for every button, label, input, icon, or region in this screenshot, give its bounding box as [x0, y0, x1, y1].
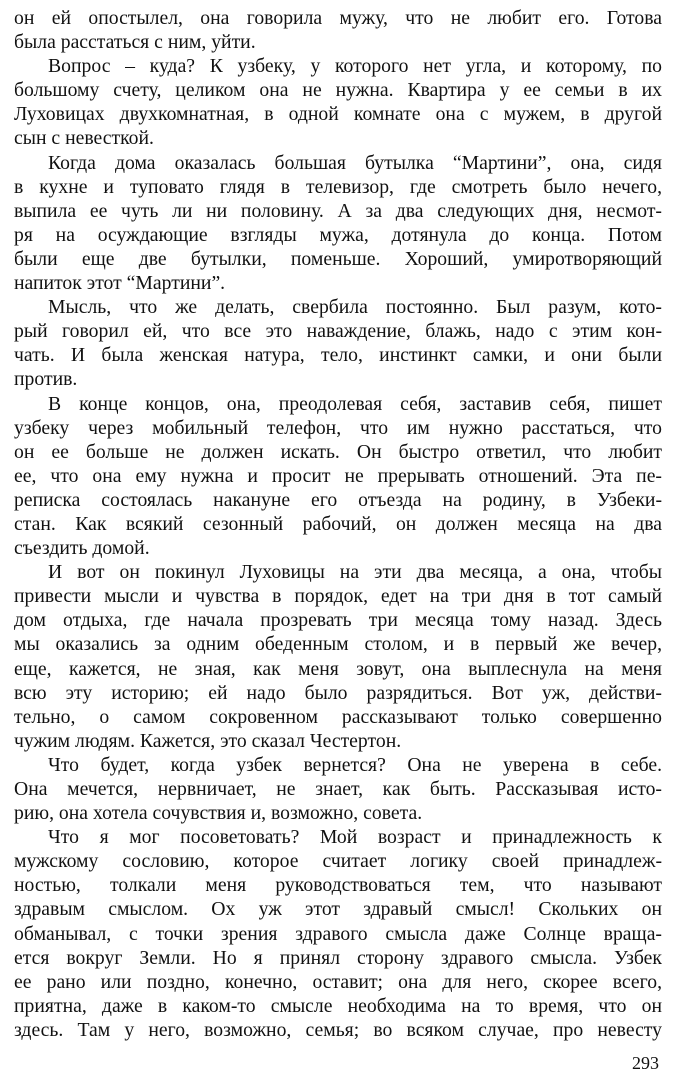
text-line: здравым смыслом. Ох уж этот здравый смысл! Скольких он — [14, 898, 662, 921]
text-line: Что я мог посоветовать? Мой возраст и принадлежность к — [48, 826, 662, 849]
text-line: реписка состоялась накануне его отъезда на родину, в Узбеки- — [14, 488, 662, 511]
text-line: мы оказались за одним обеденным столом, и в первый же вечер, — [14, 633, 662, 656]
text-line: ностью, толкали меня руководствоваться тем, что называют — [14, 874, 662, 897]
text-line: В конце концов, она, преодолевая себя, заставив себя, пишет — [48, 392, 662, 415]
text-line: выпила ее чуть ли ни половину. А за два следующих дня, несмот- — [14, 199, 662, 222]
text-line: дом отдыха, где начала прозревать три месяца тому назад. Здесь — [14, 609, 662, 632]
paragraph — [14, 6, 662, 54]
text-line: Луховицах двухкомнатная, в одной комнате она с мужем, в другой — [14, 103, 662, 126]
text-line: Мысль, что же делать, свербила постоянно. Был разум, кото- — [48, 296, 662, 319]
text-line: тельно, о самом сокровенном рассказывают только совершенно — [14, 705, 662, 728]
paragraph — [14, 392, 662, 561]
text-line: напиток этот “Мартини”. — [14, 272, 226, 295]
text-line: в кухне и туповато глядя в телевизор, где смотреть было нечего, — [14, 175, 662, 198]
text-line: здесь. Там у него, возможно, семья; во всяком случае, про невесту — [14, 1018, 662, 1041]
text-line: рию, она хотела сочувствия и, возможно, совета. — [14, 802, 423, 825]
text-line: он ей опостылел, она говорила мужу, что не любит его. Готова — [14, 7, 662, 29]
paragraph — [14, 560, 662, 753]
text-line: приятна, даже в каком-то смысле необходима на то время, что он — [14, 994, 662, 1017]
text-line: всю эту историю; ей надо было разрядиться. Вот уж, действи- — [14, 681, 662, 704]
text-line: большому счету, целиком она не нужна. Квартира у ее семьи в их — [14, 79, 662, 102]
paragraph — [14, 753, 662, 825]
text-line: были еще две бутылки, поменьше. Хороший, умиротворяющий — [14, 247, 662, 270]
text-line: сын с невесткой. — [14, 127, 154, 150]
text-line: он ее больше не должен искать. Он быстро ответил, что любит — [14, 440, 662, 463]
text-line: была расстаться с ним, уйти. — [14, 31, 256, 54]
text-line: Она мечется, нервничает, не знает, как быть. Рассказывая исто- — [14, 778, 662, 800]
text-line: чать. И была женская натура, тело, инстинкт самки, и они были — [14, 344, 662, 367]
text-line: мужскому сословию, которое считает логику своей принадлеж- — [14, 850, 662, 873]
text-line: чужим людям. Кажется, это сказал Честертон. — [14, 729, 402, 752]
paragraph — [14, 151, 662, 296]
text-line: ее, что она ему нужна и просит не прерывать отношений. Эта пе- — [14, 464, 662, 487]
text-line: ря на осуждающие взгляды мужа, дотянула до конца. Потом — [14, 223, 662, 246]
text-line: И вот он покинул Луховицы на эти два месяца, а она, чтобы — [48, 561, 662, 584]
text-line: съездить домой. — [14, 537, 150, 560]
paragraph — [14, 825, 662, 1042]
text-line: рый говорил ей, что все это наваждение, блажь, надо с этим кон- — [14, 320, 662, 343]
page-number: 293 — [632, 1053, 659, 1073]
paragraph — [14, 54, 662, 150]
book-page-text — [14, 6, 662, 1042]
text-line: Что будет, когда узбек вернется? Она не уверена в себе. — [48, 753, 662, 776]
text-line: узбеку через мобильный телефон, что им нужно расстаться, что — [14, 416, 662, 439]
text-line: обманывал, с точки зрения здравого смысла даже Солнце враща- — [14, 922, 662, 945]
text-line: ется вокруг Земли. Но я принял сторону здравого смысла. Узбек — [14, 946, 662, 969]
paragraph — [14, 295, 662, 391]
text-line: Вопрос – куда? К узбеку, у которого нет угла, и которому, по — [48, 55, 662, 78]
text-line: ее рано или поздно, конечно, оставит; она для него, скорее всего, — [14, 970, 662, 993]
text-line: Когда дома оказалась большая бутылка “Мартини”, она, сидя — [48, 151, 662, 174]
text-line: против. — [14, 368, 78, 391]
text-line: стан. Как всякий сезонный рабочий, он должен месяца на два — [14, 512, 662, 535]
text-line: еще, кажется, не зная, как меня зовут, она выплеснула на меня — [14, 657, 662, 680]
text-line: привести мысли и чувства в порядок, едет на три дня в тот самый — [14, 585, 662, 608]
